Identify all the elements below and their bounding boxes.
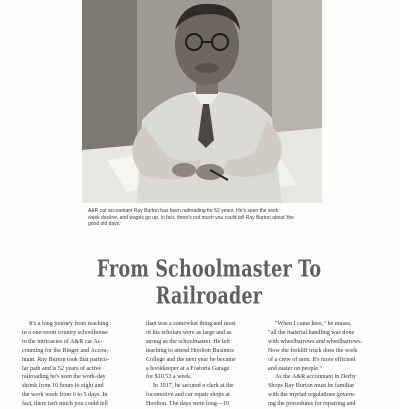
text-line: Hoolton. The days were long—10 (146, 401, 229, 408)
text-line: strong as the schoolmaster. He left (146, 338, 230, 345)
text-line: lar path and is 52 years of active (22, 365, 102, 372)
text-line: shrink from 10 hours to eight and (22, 383, 104, 390)
text-line: As the A&R accountant in Derby (275, 374, 357, 381)
photo-caption (88, 208, 324, 228)
photo-illustration (82, 0, 322, 203)
text-line: College and the next year he became (146, 356, 236, 363)
photo-man-at-desk (82, 0, 322, 203)
text-line: teaching to attend Hoolton Business (146, 347, 235, 354)
text-line: "all the material handling was done (268, 329, 355, 336)
text-line: a bookkeeper at a Fostoria Garage (146, 365, 230, 372)
text-line: Shops Ray Burton must be familiar (268, 383, 355, 390)
text-line: and easier on people." (268, 365, 322, 372)
text-line: for $10.53 a week. (146, 374, 192, 381)
text-line: in a one-room country schoolhouse (22, 329, 108, 336)
text-line: than was a somewhat thing and most (146, 321, 236, 327)
article-column-1 (22, 320, 120, 409)
caption-line: good old days.' (88, 221, 122, 228)
text-line: "When I came here," he muses, (275, 321, 352, 327)
text-line: In 1917, he secured a clerk at the (153, 383, 234, 390)
text-line: It's a long journey from teaching (29, 321, 109, 327)
article-headline: From Schoolmaster To Railroader (96, 256, 322, 310)
text-line: Now the forklift truck does the work (268, 347, 358, 354)
text-line: with the myriad regulations govern- (268, 392, 356, 399)
article-column-2 (146, 320, 244, 409)
caption-line: A&R car accountant Ray Burton has been railroading for 52 years. He's seen the work (88, 208, 279, 214)
text-line: of his scholars were as large and as (146, 329, 232, 336)
text-line: ing the procedures for repairing and (268, 401, 356, 408)
article-column-3 (268, 320, 370, 409)
text-line: ntant. Ray Burton took that particu- (22, 356, 109, 363)
text-line: fact, there isn't much you could tell (22, 401, 108, 408)
caption-line: week decline, and wages go up. In fact, there's not much you could tell Ray Burton about 'the (88, 214, 294, 221)
text-line: with wheelbarrows and wheelbarrows. (268, 338, 363, 345)
text-line: the work week from 6 to 5 days. In (22, 392, 108, 399)
text-line: to the intricacies of A&R car Ac- (22, 338, 103, 345)
text-line: locomotive and car repair shops at (146, 392, 230, 399)
text-line: railroading he's seen the work-day (22, 374, 106, 381)
text-line: of a crew of men. It's more efficient (268, 356, 356, 363)
text-line: counting for the Ringer and Accou- (22, 347, 109, 354)
